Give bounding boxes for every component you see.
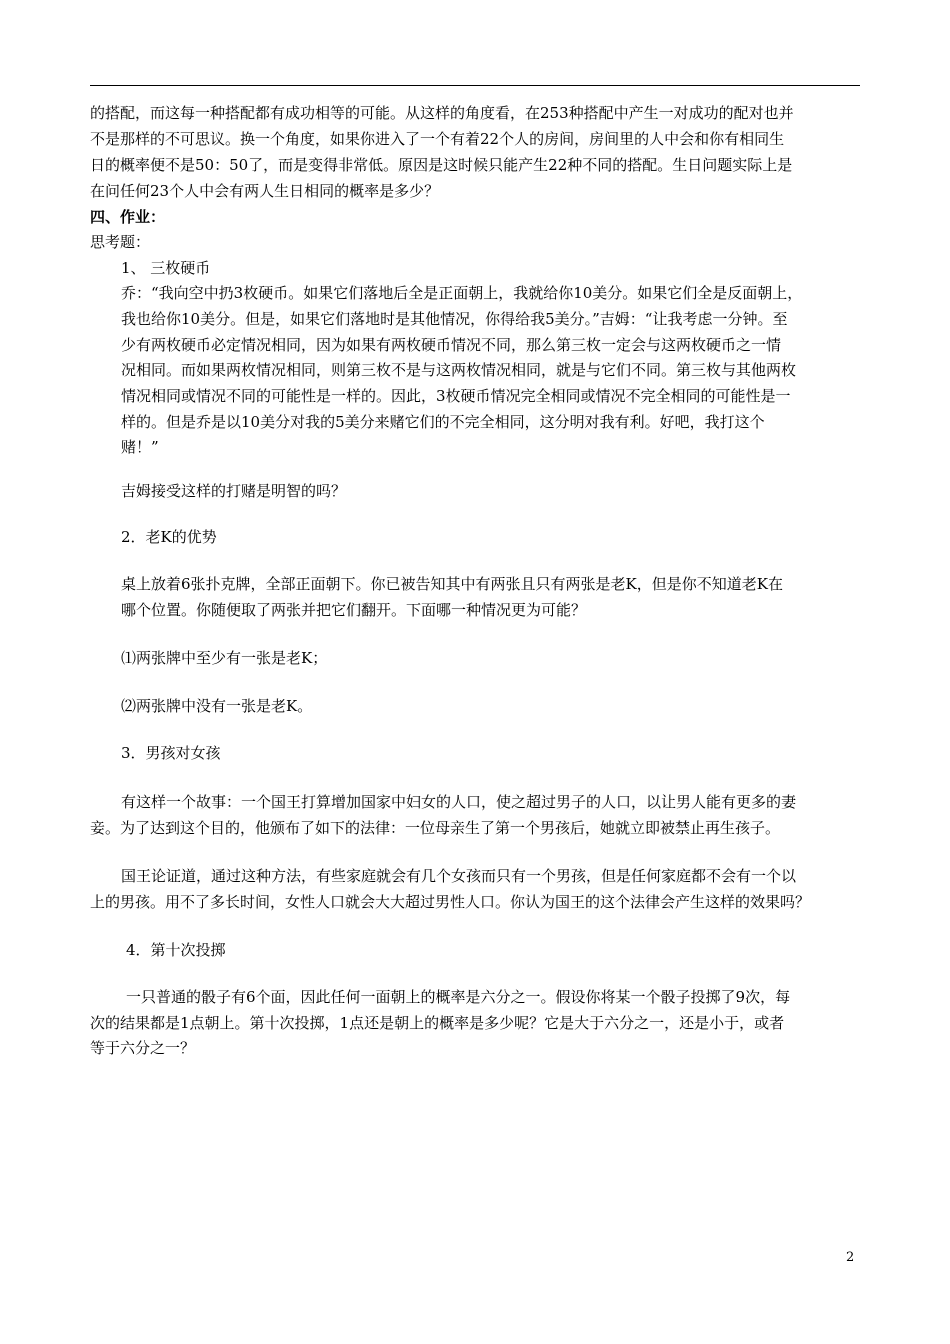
q3-title: 3．男孩对女孩 [121,744,221,762]
q2-option-1: ⑴两张牌中至少有一张是老K； [121,649,328,667]
q1-line: 赌！” [121,438,159,456]
page-number: 2 [846,1250,855,1265]
q2-title: 2．老K的优势 [121,528,217,546]
q3-para1-line: 妾。为了达到这个目的，他颁布了如下的法律：一位母亲生了第一个男孩后，她就立即被禁止再生孩子。 [90,819,781,837]
q1-title: 1、 三枚硬币 [121,259,211,277]
q4-line: 一只普通的骰子有6个面，因此任何一面朝上的概率是六分之一。假设你将某一个骰子投掷了9次，每 [126,988,791,1006]
q2-line: 哪个位置。你随便取了两张并把它们翻开。下面哪一种情况更为可能？ [121,601,587,619]
intro-line: 在问任何23个人中会有两人生日相同的概率是多少？ [90,182,440,200]
q1-line: 乔：“我向空中扔3枚硬币。如果它们落地后全是正面朝上，我就给你10美分。如果它们全是反面朝上， [121,284,803,302]
subheading: 思考题： [90,233,151,251]
q2-line: 桌上放着6张扑克牌，全部正面朝下。你已被告知其中有两张且只有两张是老K，但是你不知道老K在 [121,575,783,593]
q1-line: 情况相同或情况不同的可能性是一样的。因此，3枚硬币情况完全相同或情况不完全相同的可能性是一 [121,387,791,405]
q1-question: 吉姆接受这样的打赌是明智的吗？ [121,482,347,500]
q4-line: 次的结果都是1点朝上。第十次投掷，1点还是朝上的概率是多少呢？它是大于六分之一，还是小于，或者 [90,1014,785,1032]
q4-title: 4．第十次投掷 [126,941,226,959]
intro-line: 不是那样的不可思议。换一个角度，如果你进入了一个有着22个人的房间，房间里的人中会和你有相同生 [90,130,785,148]
q3-para1-line: 有这样一个故事：一个国王打算增加国家中妇女的人口，使之超过男子的人口，以让男人能有更多的妻 [121,793,797,811]
q2-option-2: ⑵两张牌中没有一张是老K。 [121,697,313,715]
q1-line: 样的。但是乔是以10美分对我的5美分来赌它们的不完全相同，这分明对我有利。好吧，我打这个 [121,413,765,431]
q3-para2-line: 上的男孩。用不了多长时间，女性人口就会大大超过男性人口。你认为国王的这个法律会产生这样的效果吗？ [90,893,811,911]
header-rule [90,85,860,86]
q1-line: 少有两枚硬币必定情况相同，因为如果有两枚硬币情况不同，那么第三枚一定会与这两枚硬币之一情 [121,336,782,354]
q1-line: 我也给你10美分。但是，如果它们落地时是其他情况，你得给我5美分。”吉姆：“让我考虑一分钟。至 [121,310,788,328]
q3-para2-line: 国王论证道，通过这种方法，有些家庭就会有几个女孩而只有一个男孩，但是任何家庭都不会有一个以 [121,867,797,885]
q4-line: 等于六分之一？ [90,1039,196,1057]
intro-line: 日的概率便不是50：50了，而是变得非常低。原因是这时候只能产生22种不同的搭配。生日问题实际上是 [90,156,793,174]
section-heading: 四、作业： [90,208,166,226]
intro-line: 的搭配，而这每一种搭配都有成功相等的可能。从这样的角度看，在253种搭配中产生一对成功的配对也并 [90,104,794,122]
q1-line: 况相同。而如果两枚情况相同，则第三枚不是与这两枚情况相同，就是与它们不同。第三枚与其他两枚 [121,361,797,379]
